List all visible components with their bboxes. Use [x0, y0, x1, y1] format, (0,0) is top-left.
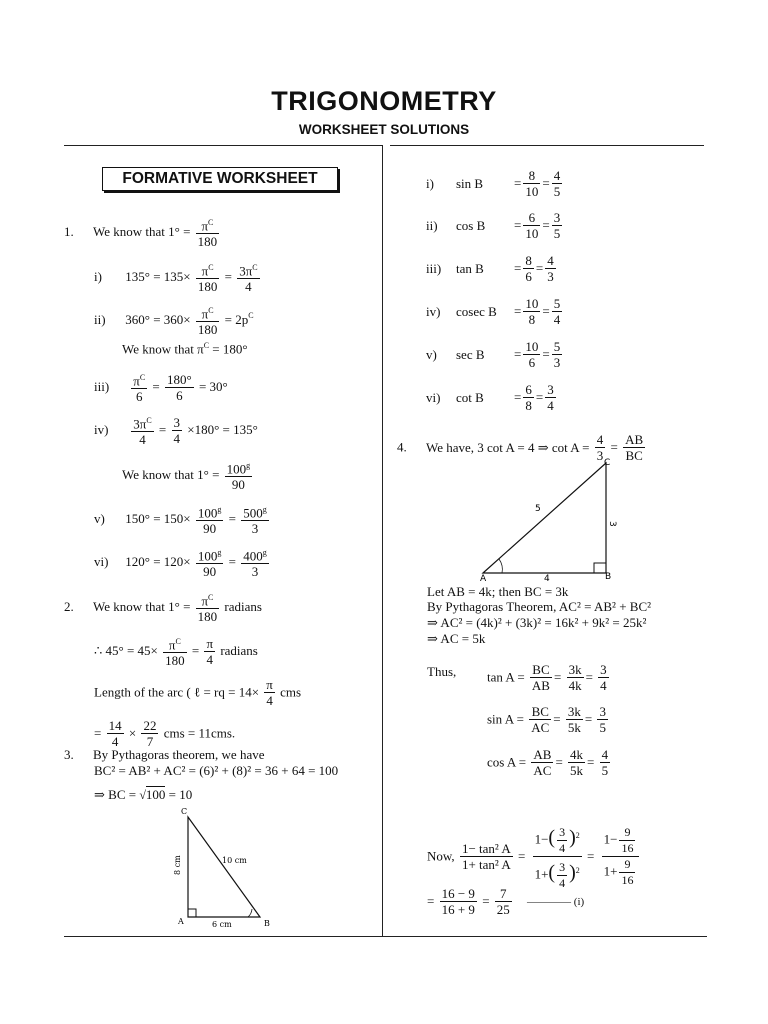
q4-now-expression: Now, $\frac{\text{1− tan² A}}{\text{1+ tan² A}}$ = 1−( $\frac{3}{4}$ )$^2$ 1+( $\frac{3}{4}$ )$^2$ = 1− $\frac{9}{16}$ 1+ $\frac{9}{16}$: [427, 822, 641, 891]
q4-thus-label: Thus,: [427, 664, 457, 679]
q2-conversion: ∴ 45° = 45× $\frac{\pi^C}{180}$ = $\frac{\pi}{4}$ radians: [94, 635, 258, 669]
formative-worksheet-heading: FORMATIVE WORKSHEET: [102, 167, 338, 191]
bottom-rule: [64, 936, 707, 937]
q1-part-iii: iii) $\frac{\pi^C}{6}$ = $\frac{180^\circ}{6}$ = 30°: [94, 371, 228, 405]
q1-part-vi: vi) 120° = 120× $\frac{100^g}{90}$ = $\frac{400^g}{3}$: [94, 545, 271, 579]
q3-triangle-diagram: [160, 805, 280, 930]
q4-vert-label: 3: [607, 521, 617, 527]
q4-let: Let AB = 4k; then BC = 3k: [427, 584, 569, 599]
q3-vert-label: 8 cm: [173, 855, 182, 875]
q1-intro-fraction: $\frac{\pi^C}{180}$: [196, 215, 220, 249]
q1-note-grade: We know that 1° = $\frac{100^g}{90}$: [122, 458, 254, 492]
q3-hyp-label: 10 cm: [222, 856, 247, 865]
ratio-row: vi) cot B = $\frac{6}{8}$ = $\frac{3}{4}$: [426, 382, 554, 413]
q3-line3: ⇒ BC = √100 = 10: [94, 787, 193, 802]
q3-vertex-c: C: [181, 807, 188, 816]
q1-part-ii: ii) 360° = 360× $\frac{\pi^C}{180}$ = $2p^C$: [94, 303, 254, 337]
q4-vertex-b: B: [605, 572, 612, 582]
q4-base-label: 4: [544, 574, 550, 584]
q3-vertex-a: A: [178, 917, 184, 926]
ratio-row: ii) cos B = $\frac{6}{10}$ = $\frac{3}{5}$: [426, 210, 561, 241]
q1-intro: 1. We know that 1° = $\frac{\pi^C}{180}$: [64, 215, 221, 249]
column-divider: [382, 145, 383, 937]
top-rule-right: [390, 145, 704, 146]
q1-note-pi: We know that $\pi^C = 180^\circ$: [122, 341, 248, 357]
ratio-row: iii) tan B = $\frac{8}{6}$ = $\frac{4}{3}$: [426, 253, 554, 284]
q2-result: = $\frac{14}{4}$ × $\frac{22}{7}$ cms = 11cms.: [94, 718, 236, 749]
q4-hyp-label: 5: [535, 504, 541, 514]
q4-triangle-diagram: [478, 455, 623, 585]
q4-pythagoras: By Pythagoras Theorem, AC² = AB² + BC²: [427, 599, 652, 614]
q2-arc-length: Length of the arc ( ℓ = rq = 14× $\frac{\pi}{4}$ cms: [94, 677, 302, 708]
q3-line2: BC² = AB² + AC² = (6)² + (8)² = 36 + 64 = 100: [94, 763, 339, 778]
q4-step2: ⇒ AC = 5k: [427, 631, 486, 646]
q4-intro: 4. We have, 3 cot A = 4 ⇒ cot A = $\frac{4}{3}$ = $\frac{AB}{BC}$: [397, 432, 644, 463]
top-rule-left: [64, 145, 382, 146]
ratio-row: v) sec B = $\frac{10}{6}$ = $\frac{5}{3}$: [426, 339, 561, 370]
ratio-row: i) sin B = $\frac{8}{10}$ = $\frac{4}{5}$: [426, 168, 561, 199]
q1-part-i: i) 135° = 135× $\frac{\pi^C}{180}$ = $\frac{3\pi^C}{4}$: [94, 260, 262, 294]
q4-vertex-a: A: [480, 574, 487, 584]
q3-vertex-b: B: [264, 919, 270, 928]
q4-final: = $\frac{16 - 9}{16 + 9}$ = $\frac{7}{25}$ ———— (i): [427, 886, 585, 917]
q4-step1: ⇒ AC² = (4k)² + (3k)² = 16k² + 9k² = 25k²: [427, 615, 647, 630]
page-title: TRIGONOMETRY: [271, 86, 497, 116]
q1-part-iv: iv) $\frac{3\pi^C}{4}$ = $\frac{3}{4}$ ×180° = 135°: [94, 414, 258, 448]
page-subtitle: WORKSHEET SOLUTIONS: [298, 122, 470, 137]
q4-tan-a: tan A = $\frac{BC}{AB}$ = $\frac{3k}{4k}$ = $\frac{3}{4}$: [487, 662, 607, 693]
q3-line1: 3. By Pythagoras theorem, we have: [64, 747, 265, 762]
q4-vertex-c: C: [604, 458, 611, 468]
q2-intro: 2. We know that 1° = $\frac{\pi^C}{180}$ radians: [64, 590, 262, 624]
ratio-row: iv) cosec B = $\frac{10}{8}$ = $\frac{5}{4}$: [426, 296, 561, 327]
q1-part-v: v) 150° = 150× $\frac{100^g}{90}$ = $\frac{500^g}{3}$: [94, 502, 271, 536]
q4-cos-a: cos A = $\frac{AB}{AC}$ = $\frac{4k}{5k}$ = $\frac{4}{5}$: [487, 747, 609, 778]
q4-sin-a: sin A = $\frac{BC}{AC}$ = $\frac{3k}{5k}$ = $\frac{3}{5}$: [487, 704, 606, 735]
q3-base-label: 6 cm: [212, 920, 232, 929]
